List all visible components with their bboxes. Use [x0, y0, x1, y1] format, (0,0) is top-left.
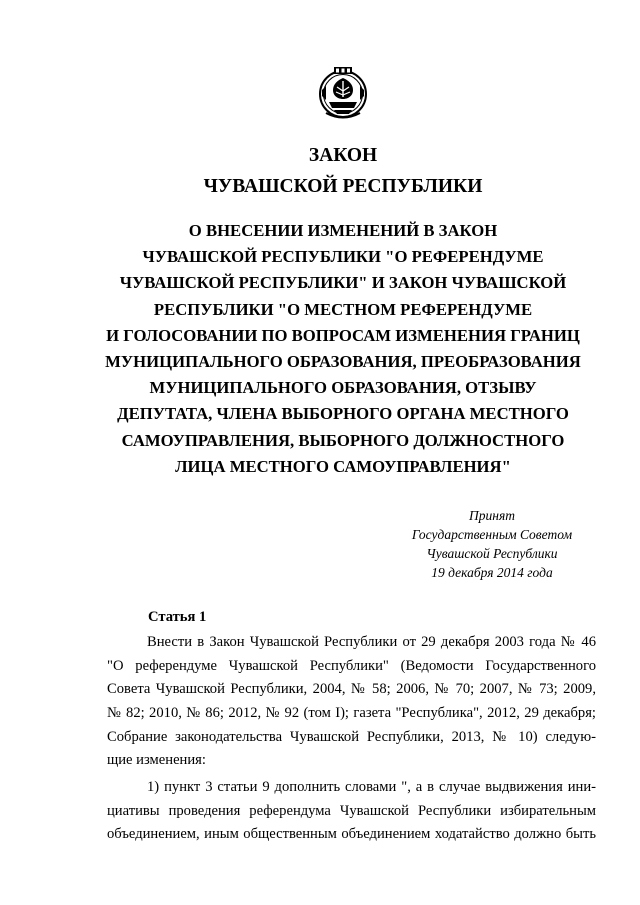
- subtitle-line: ДЕПУТАТА, ЧЛЕНА ВЫБОРНОГО ОРГАНА МЕСТНОГО: [117, 404, 569, 424]
- subtitle-line: МУНИЦИПАЛЬНОГО ОБРАЗОВАНИЯ, ПРЕОБРАЗОВАНИЯ: [105, 352, 581, 372]
- law-subtitle: [80, 218, 606, 480]
- subtitle-line: ЧУВАШСКОЙ РЕСПУБЛИКИ "О РЕФЕРЕНДУМЕ: [142, 247, 544, 267]
- paragraph-line: объединением, иным общественным объединением ходатайство должно быть: [107, 826, 596, 843]
- article-item-1: [107, 776, 596, 847]
- article-title: Статья 1: [148, 609, 207, 625]
- subtitle-line: И ГОЛОСОВАНИИ ПО ВОПРОСАМ ИЗМЕНЕНИЯ ГРАНИЦ: [106, 325, 580, 345]
- article-paragraph: [107, 631, 596, 773]
- adoption-date: 19 декабря 2014 года: [431, 565, 553, 580]
- subtitle-line: МУНИЦИПАЛЬНОГО ОБРАЗОВАНИЯ, ОТЗЫВУ: [149, 378, 537, 398]
- paragraph-line: Внести в Закон Чувашской Республики от 29 декабря 2003 года № 46: [147, 634, 596, 650]
- paragraph-line: Собрание законодательства Чувашской Республики, 2013, № 10) следую-: [107, 728, 596, 745]
- paragraph-line: № 82; 2010, № 86; 2012, № 92 (том I); газета "Республика", 2012, 29 декабря;: [107, 705, 596, 722]
- chuvash-republic-coat-of-arms-icon: [318, 66, 368, 120]
- subtitle-line: РЕСПУБЛИКИ "О МЕСТНОМ РЕФЕРЕНДУМЕ: [153, 299, 533, 319]
- adoption-line: Чувашской Республики: [426, 546, 558, 561]
- paragraph-line: Совета Чувашской Республики, 2004, № 58; 2006, № 70; 2007, № 73; 2009,: [107, 681, 596, 698]
- adoption-line: Государственным Советом: [411, 527, 573, 542]
- subtitle-line: САМОУПРАВЛЕНИЯ, ВЫБОРНОГО ДОЛЖНОСТНОГО: [121, 430, 565, 450]
- republic-heading: ЧУВАШСКОЙ РЕСПУБЛИКИ: [203, 176, 483, 197]
- subtitle-line: ЛИЦА МЕСТНОГО САМОУПРАВЛЕНИЯ": [175, 456, 511, 476]
- paragraph-line: 1) пункт 3 статьи 9 дополнить словами ", а в случае выдвижения ини-: [147, 779, 596, 795]
- paragraph-line: "О референдуме Чувашской Республики" (Ведомости Государственного: [107, 657, 596, 674]
- subtitle-line: О ВНЕСЕНИИ ИЗМЕНЕНИЙ В ЗАКОН: [188, 221, 498, 240]
- subtitle-line: ЧУВАШСКОЙ РЕСПУБЛИКИ" И ЗАКОН ЧУВАШСКОЙ: [119, 273, 567, 293]
- paragraph-line: щие изменения:: [107, 752, 206, 769]
- adoption-line: Принят: [469, 508, 515, 523]
- adoption-note: [360, 506, 624, 582]
- law-heading: ЗАКОН: [308, 145, 378, 166]
- paragraph-line: циативы проведения референдума Чувашской Республики избирательным: [107, 802, 596, 819]
